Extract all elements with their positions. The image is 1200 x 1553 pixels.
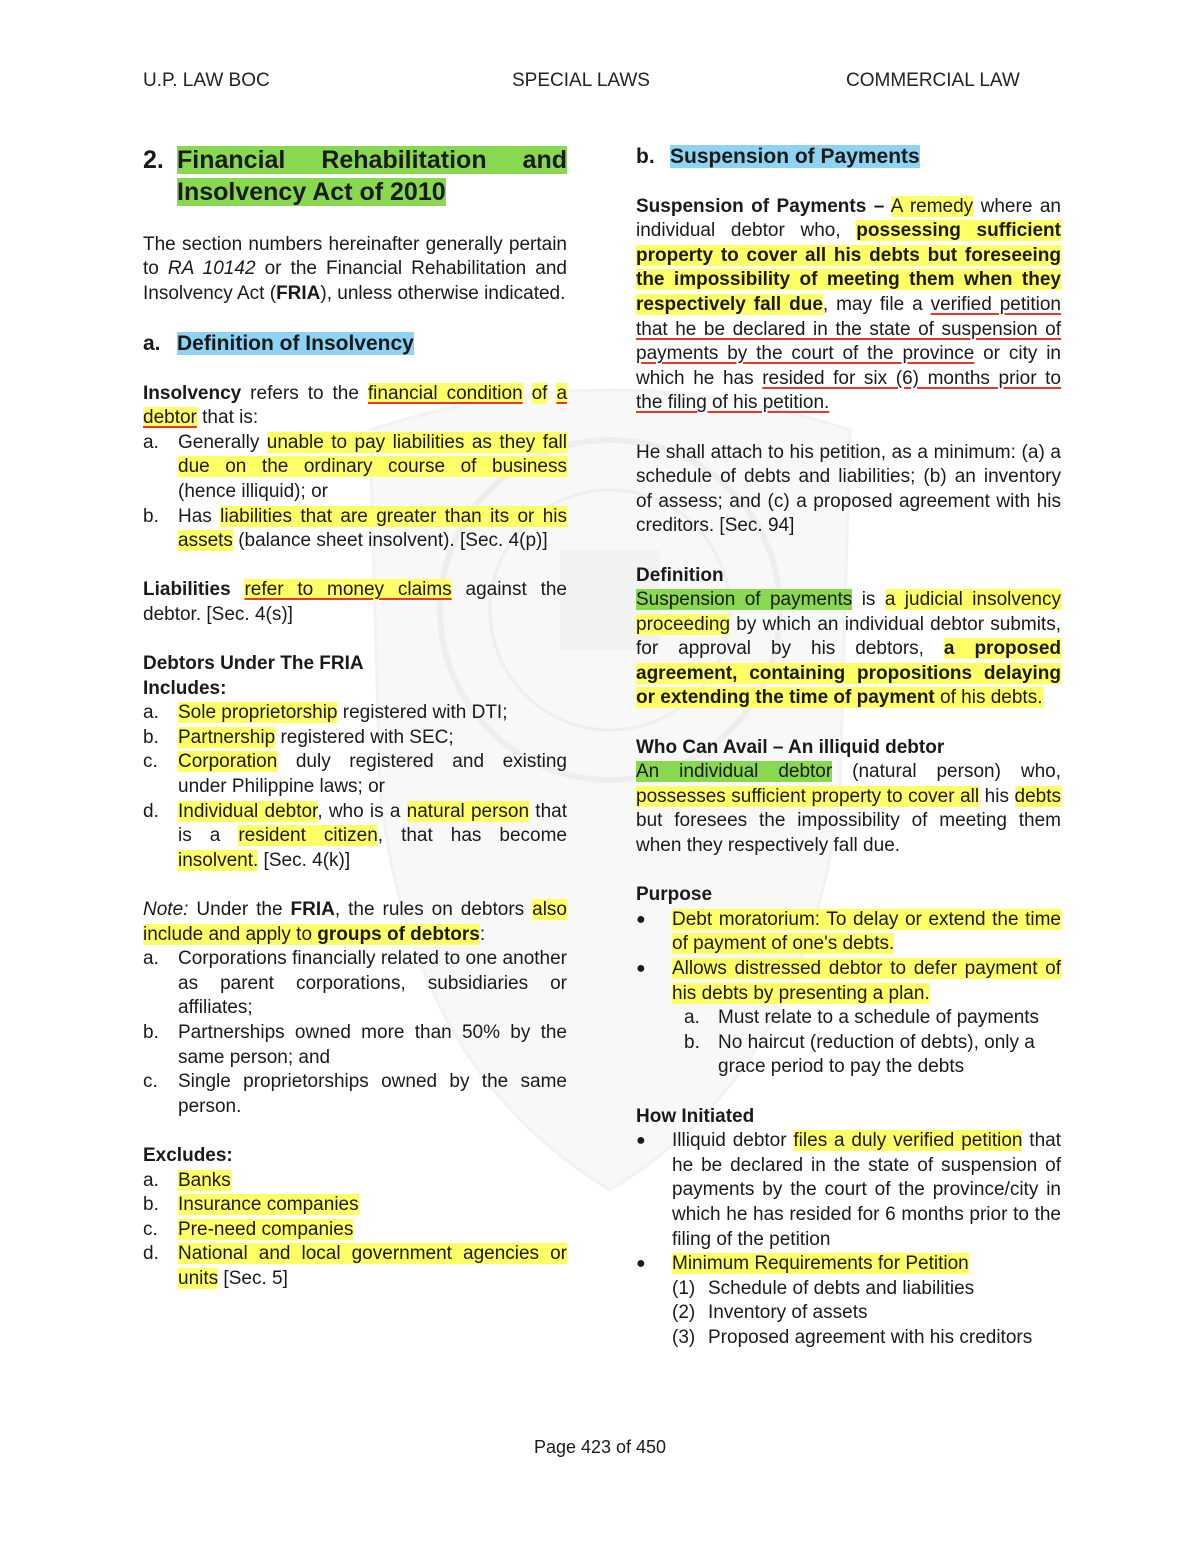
list-item: b. Partnerships owned more than 50% by the same person; and — [143, 1022, 567, 1068]
list-item: c. Pre-need companies — [143, 1218, 354, 1240]
list-item: ● Illiquid debtor files a duly verified petition that he be declared in the state of suspension of payments by the court of the province/city in which he has resided for 6 months prior to the filing of the petition — [636, 1129, 1061, 1252]
list-item: ● Allows distressed debtor to defer payment of his debts by presenting a plan. — [636, 957, 1061, 1006]
purpose-heading: Purpose — [636, 884, 713, 906]
header-center: SPECIAL LAWS — [512, 70, 650, 91]
debtors-heading: Debtors Under The FRIA — [143, 653, 364, 675]
left-column — [143, 144, 567, 1292]
section-title: Financial Rehabilitation and Insolvency Act of 2010 — [177, 146, 567, 206]
list-item: c. Single proprietorships owned by the same person. — [143, 1071, 567, 1117]
list-item: a. Corporations financially related to one another as parent corporations, subsidiaries or affiliates; — [143, 948, 567, 1019]
requirements-list — [636, 1277, 1061, 1351]
right-column — [636, 144, 1061, 1351]
header-left: U.P. LAW BOC — [143, 70, 270, 91]
includes-list — [143, 701, 567, 873]
subsection-heading-insolvency: a. Definition of Insolvency — [143, 331, 414, 355]
groups-list — [143, 947, 567, 1119]
excludes-list — [143, 1169, 567, 1292]
insolvency-definition: Insolvency refers to the financial condition of a debtor that is: — [143, 382, 568, 429]
list-item: (2) Inventory of assets — [672, 1302, 868, 1324]
initiated-heading: How Initiated — [636, 1105, 755, 1127]
avail-paragraph: An individual debtor (natural person) who, possesses sufficient property to cover all his debts but foresees the impossibility of meeting them when they respectively fall due. — [636, 761, 1061, 857]
header-right: COMMERCIAL LAW — [846, 70, 1020, 91]
note-paragraph: Note: Under the FRIA, the rules on debtors also include and apply to groups of debtors: — [143, 899, 567, 945]
excludes-heading: Excludes: — [143, 1144, 233, 1166]
bullet-icon: ● — [636, 960, 646, 977]
attach-paragraph: He shall attach to his petition, as a minimum: (a) a schedule of debts and liabilities; (b) an inventory of assess; and (c) a proposed agreement with his creditors. [Sec. 94] — [636, 441, 1061, 537]
list-item: d. National and local government agencies or units [Sec. 5] — [143, 1243, 567, 1289]
list-item: b. Insurance companies — [143, 1194, 359, 1216]
subsection-heading-suspension: b. Suspension of Payments — [636, 145, 920, 168]
bullet-icon: ● — [636, 1255, 646, 1273]
purpose-list — [636, 908, 1061, 1006]
bullet-icon: ● — [636, 1132, 646, 1150]
list-item: a. Must relate to a schedule of payments — [684, 1007, 1040, 1029]
definition-paragraph: Suspension of payments is a judicial insolvency proceeding by which an individual debtor submits, for approval by his debtors, a proposed agreement, containing propositions delaying or extending the time of payment of his debts. — [636, 589, 1062, 709]
list-item: c. Corporation duly registered and existing under Philippine laws; or — [143, 751, 567, 798]
list-item: ● Minimum Requirements for Petition — [636, 1252, 1061, 1277]
list-item: b. No haircut (reduction of debts), only a grace period to pay the debts — [684, 1031, 1035, 1078]
page-number: Page 423 of 450 — [533, 1437, 667, 1457]
purpose-sublist — [636, 1006, 1061, 1080]
liabilities-definition: Liabilities refer to money claims against the debtor. [Sec. 4(s)] — [143, 579, 567, 625]
bullet-icon: ● — [636, 910, 646, 928]
list-item: ● Debt moratorium: To delay or extend the time of payment of one's debts. — [636, 908, 1061, 957]
avail-heading: Who Can Avail – An illiquid debtor — [636, 736, 945, 758]
insolvency-criteria-list — [143, 431, 567, 554]
section-number: 2. — [143, 146, 164, 174]
list-item: (3) Proposed agreement with his creditors — [672, 1326, 1033, 1348]
list-item: a. Sole proprietorship registered with DTI; — [143, 702, 508, 724]
intro-paragraph: The section numbers hereinafter generally pertain to RA 10142 or the Financial Rehabilitation and Insolvency Act (FRIA), unless otherwise indicated. — [143, 233, 568, 304]
list-item: b. Has liabilities that are greater than its or his assets (balance sheet insolvent). [Sec. 4(p)] — [143, 505, 567, 552]
list-item: (1) Schedule of debts and liabilities — [672, 1277, 975, 1299]
list-item: d. Individual debtor, who is a natural person that is a resident citizen, that has become insolvent. [Sec. 4(k)] — [143, 800, 567, 871]
section-heading-fria — [143, 144, 567, 208]
list-item: a. Banks — [143, 1169, 231, 1191]
includes-heading: Includes: — [143, 677, 227, 699]
list-item: a. Generally unable to pay liabilities as they fall due on the ordinary course of business (hence illiquid); or — [143, 431, 567, 502]
initiated-list — [636, 1129, 1061, 1277]
list-item: b. Partnership registered with SEC; — [143, 726, 454, 748]
definition-heading: Definition — [636, 564, 724, 586]
suspension-paragraph: Suspension of Payments – A remedy where an individual debtor who, possessing sufficient property to cover all his debts but foreseeing the impossibility of meeting them when they respectively fall due, may file a verified petition that he be declared in the state of suspension of payments by the court of the province or city in which he has resided for six (6) months prior to the filing of his petition. — [636, 195, 1062, 414]
